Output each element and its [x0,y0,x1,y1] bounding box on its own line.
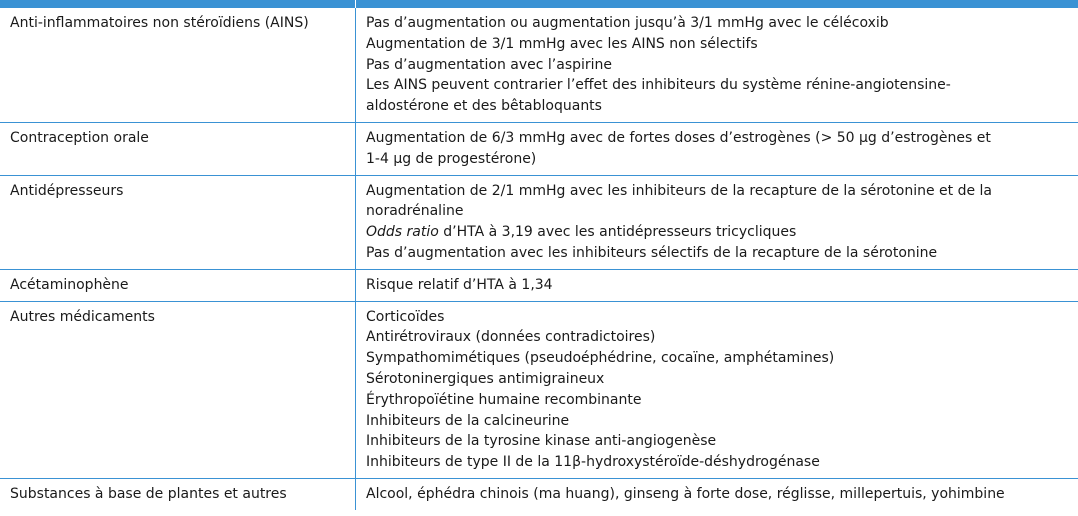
content-line: Pas d’augmentation avec l’aspirine [366,56,613,73]
content-line: Sympathomimétiques (pseudoéphédrine, cocaïne, amphétamines) [366,350,835,367]
odds-ratio-text: d’HTA à 3,19 avec les antidépresseurs tricycliques [438,224,797,241]
table-header-band [0,0,1078,8]
content-line: Pas d’augmentation ou augmentation jusqu’à 3/1 mmHg avec le célécoxib [366,15,889,31]
row-label-ains: Anti-inflammatoires non stéroïdiens (AINS) [0,8,356,122]
row-content-antidepresseurs [356,176,1078,269]
table-row [0,176,1078,270]
row-content-acetaminophene [356,270,1078,301]
content-line: Antirétroviraux (données contradictoires) [366,329,656,346]
odds-ratio-term: Odds ratio [366,224,439,241]
row-content-ains [356,8,1078,122]
content-line-odds-ratio [366,222,1078,243]
content-line: 1-4 µg de progestérone) [366,150,537,167]
row-content-autres-medicaments [356,302,1078,478]
content-line: Alcool, éphédra chinois (ma huang), ginseng à forte dose, réglisse, millepertuis, yohimbine [366,485,1005,502]
content-line: Les AINS peuvent contrarier l’effet des inhibiteurs du système rénine-angiotensine- [366,77,951,94]
content-line: Augmentation de 3/1 mmHg avec les AINS non sélectifs [366,35,758,52]
table-row [0,8,1078,123]
content-line: Inhibiteurs de la tyrosine kinase anti-angiogenèse [366,433,717,450]
content-line: aldostérone et des bêtabloquants [366,98,602,115]
header-column-divider [355,0,356,8]
table-row [0,479,1078,510]
row-label-contraception: Contraception orale [0,123,356,175]
row-label-acetaminophene: Acétaminophène [0,270,356,301]
table-row [0,270,1078,302]
content-line: Inhibiteurs de la calcineurine [366,412,570,429]
row-content-contraception [356,123,1078,175]
content-line: Augmentation de 2/1 mmHg avec les inhibiteurs de la recapture de la sérotonine et de la [366,182,993,199]
content-line: noradrénaline [366,203,464,220]
row-label-antidepresseurs: Antidépresseurs [0,176,356,269]
row-label-autres-medicaments: Autres médicaments [0,302,356,478]
content-line: Corticoïdes [366,308,445,325]
table-row [0,302,1078,479]
table-row [0,123,1078,176]
content-line: Sérotoninergiques antimigraineux [366,370,605,387]
content-line: Augmentation de 6/3 mmHg avec de fortes doses d’estrogènes (> 50 µg d’estrogènes et [366,129,991,146]
content-line: Pas d’augmentation avec les inhibiteurs sélectifs de la recapture de la sérotonine [366,244,938,261]
row-label-substances-plantes: Substances à base de plantes et autres [0,479,356,510]
content-line: Érythropoïétine humaine recombinante [366,391,642,408]
content-line: Risque relatif d’HTA à 1,34 [366,276,553,293]
content-line: Inhibiteurs de type II de la 11β-hydroxystéroïde-déshydrogénase [366,454,820,471]
row-content-substances-plantes [356,479,1078,510]
